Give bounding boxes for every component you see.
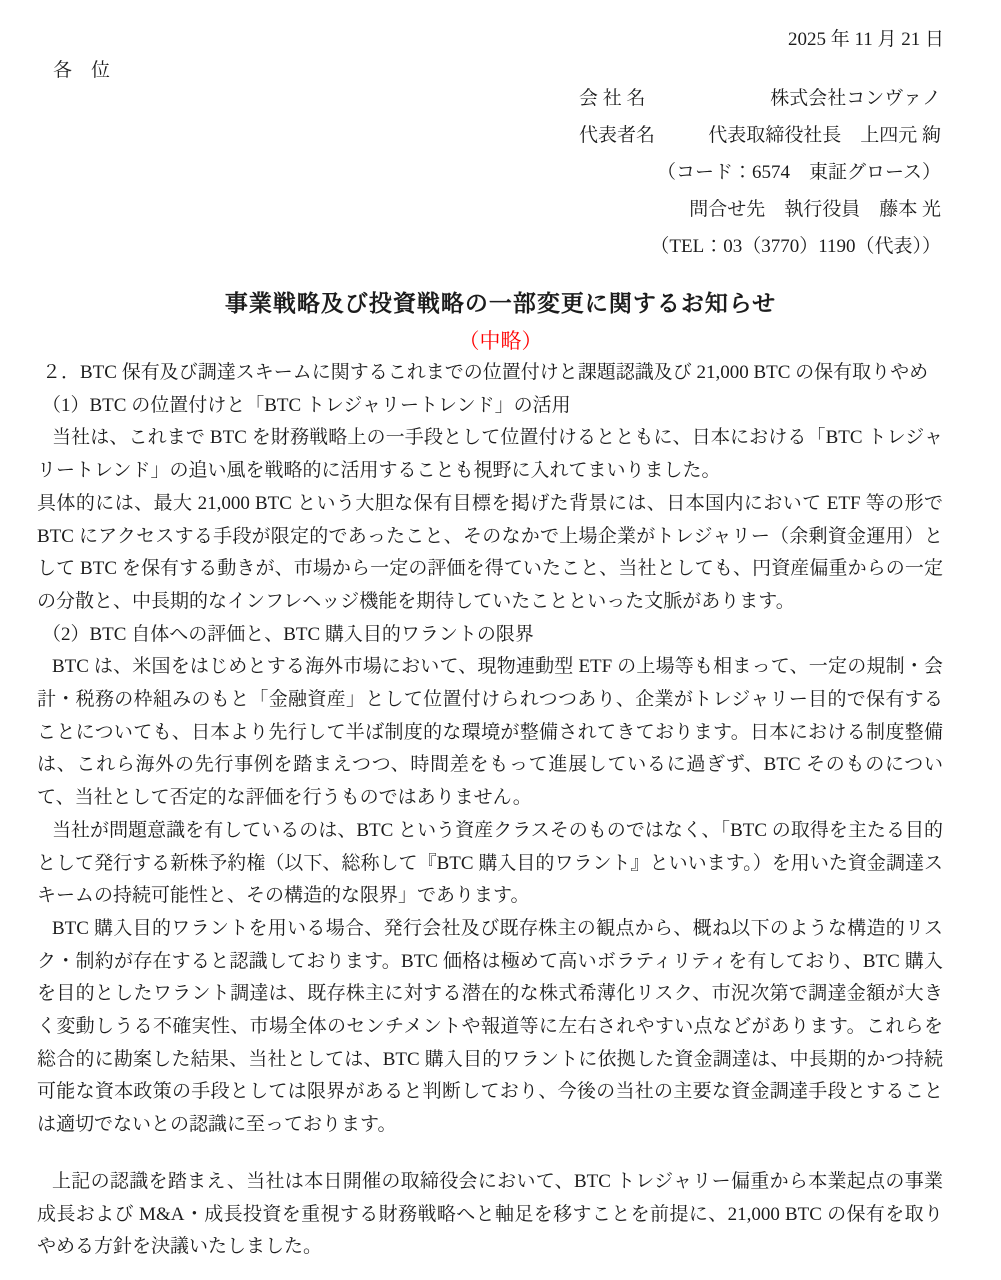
- representative-value: 代表取締役社長 上四元 絢: [708, 125, 941, 146]
- document-body: [37, 357, 943, 1264]
- paragraph-board-resolution: 上記の認識を踏まえ、当社は本日開催の取締役会において、BTC トレジャリー偏重から本業起点の事業成長および M&A・成長投資を重視する財務戦略へと軸足を移すことを前提に、21,000 BTC の保有を取りやめる方針を決議いたしました。: [37, 1170, 943, 1258]
- representative-row: [579, 117, 941, 154]
- paragraph-problem-awareness: 当社が問題意識を有しているのは、BTC という資産クラスそのものではなく、「BTC の取得を主たる目的として発行する新株予約権（以下、総称して『BTC 購入目的ワラント』といいます。）を用いた資金調達スキームの持続可能性と、その構造的な限界」であります。: [37, 819, 943, 907]
- subsection-2-heading: （2）BTC 自体への評価と、BTC 購入目的ワラントの限界: [42, 623, 534, 645]
- company-name-value: 株式会社コンヴァノ: [770, 88, 941, 109]
- omission-marker: （中略）: [458, 330, 543, 353]
- stock-code-line: （コード：6574 東証グロース）: [656, 162, 941, 183]
- sender-info-block: [579, 80, 941, 265]
- paragraph-holding-target-background: 具体的には、最大 21,000 BTC という大胆な保有目標を掲げた背景には、日本国内において ETF 等の形で BTC にアクセスする手段が限定的であったこと、そのなかで上場企業がトレジャリー（余剰資金運用）として BTC を保有する動きが、市場から一定の評価を得ていたこと、当社としても、円資産偏重からの一定の分散と、中長期的なインフレヘッジ機能を期待していたことといった文脈があります。: [37, 492, 943, 612]
- company-name-label: 会 社 名: [579, 88, 646, 109]
- company-name-row: [579, 80, 941, 117]
- paragraph-warrant-structural-risks: BTC 購入目的ワラントを用いる場合、発行会社及び既存株主の観点から、概ね以下のような構造的リスク・制約が存在すると認識しております。BTC 価格は極めて高いボラティリティを有しており、BTC 購入を目的としたワラント調達は、既存株主に対する潜在的な株式希薄化リスク、市況次第で調達金額が大きく変動しうる不確実性、市場全体のセンチメントや報道等に左右されやすい点などがあります。これらを総合的に勘案した結果、当社としては、BTC 購入目的ワラントに依拠した資金調達は、中長期的かつ持続可能な資本政策の手段としては限界があると判断しており、今後の当社の主要な資金調達手段とすることは適切でないとの認識に至っております。: [37, 917, 943, 1136]
- contact-person-line: 問合せ先 執行役員 藤本 光: [689, 199, 941, 220]
- telephone-line: （TEL：03（3770）1190（代表））: [650, 236, 941, 257]
- paragraph-btc-positioning: 当社は、これまで BTC を財務戦略上の一手段として位置付けるとともに、日本における「BTC トレジャリートレンド」の追い風を戦略的に活用することも視野に入れてまいりました。: [37, 427, 943, 482]
- paragraph-btc-evaluation: BTC は、米国をはじめとする海外市場において、現物連動型 ETF の上場等も相まって、一定の規制・会計・税務の枠組みのもと「金融資産」として位置付けられつつあり、企業がトレジャリー目的で保有することについても、日本より先行して半ば制度的な環境が整備されてきております。日本における制度整備は、これら海外の先行事例を踏まえつつ、時間差をもって進展しているに過ぎず、BTC そのものについて、当社として否定的な評価を行うものではありません。: [37, 656, 943, 809]
- document-title: 事業戦略及び投資戦略の一部変更に関するお知らせ: [224, 291, 777, 316]
- representative-label: 代表者名: [579, 125, 656, 146]
- addressee: 各 位: [53, 60, 111, 81]
- subsection-1-heading: （1）BTC の位置付けと「BTC トレジャリートレンド」の活用: [42, 394, 571, 416]
- section-2-heading: ２．BTC 保有及び調達スキームに関するこれまでの位置付けと課題認識及び 21,000 BTC の保有取りやめ: [42, 362, 929, 383]
- document-date: 2025 年 11 月 21 日: [787, 29, 944, 50]
